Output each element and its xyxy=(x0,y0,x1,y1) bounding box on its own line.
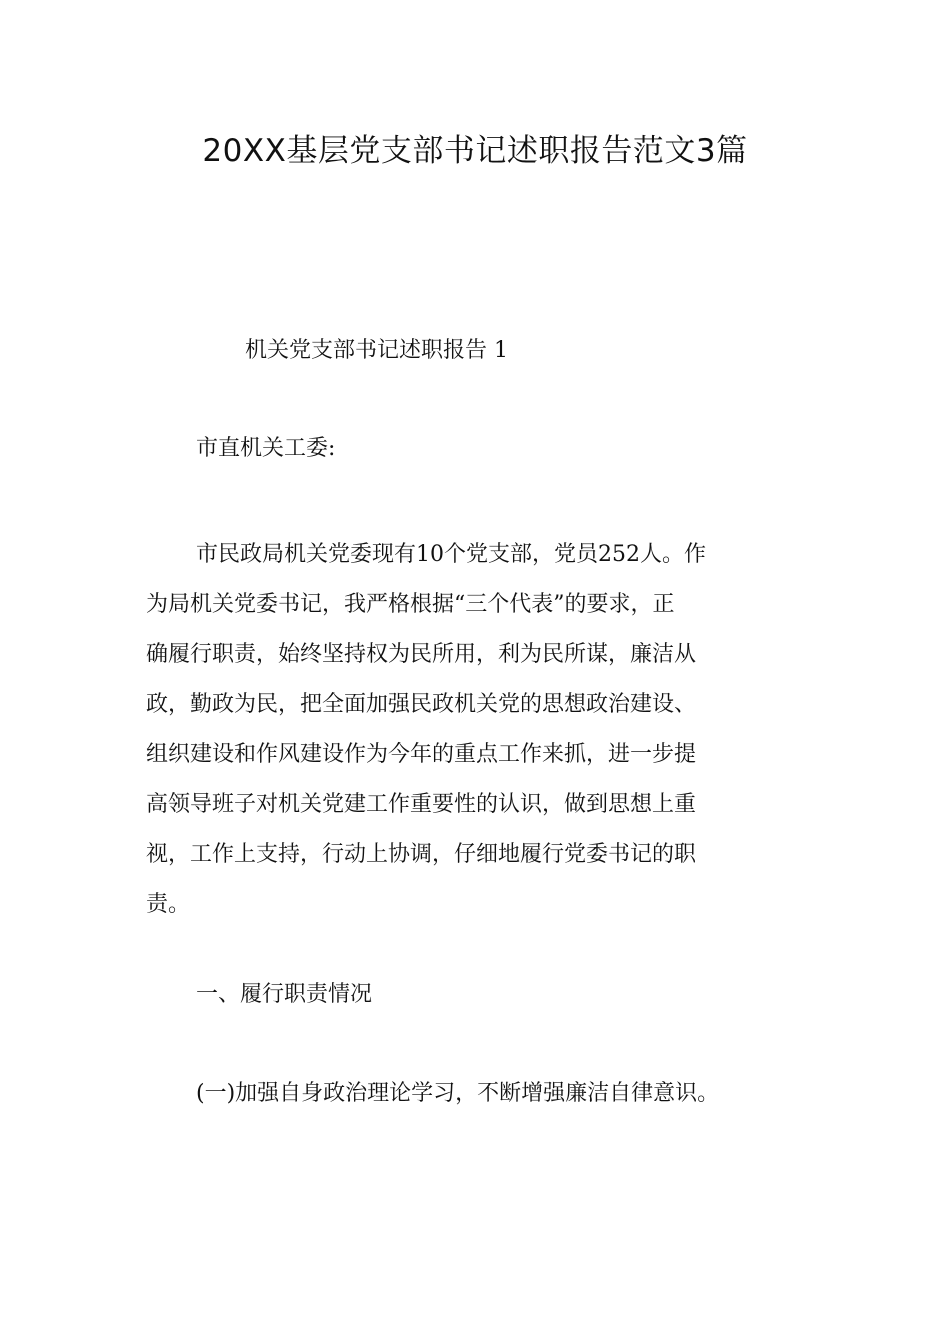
report-subtitle: 机关党支部书记述职报告 1 xyxy=(245,338,508,363)
sub-heading: (一)加强自身政治理论学习，不断增强廉洁自律意识。 xyxy=(196,1081,720,1106)
paragraph-line: 为局机关党委书记，我严格根据“三个代表”的要求，正 xyxy=(146,592,675,617)
paragraph-line: 政，勤政为民，把全面加强民政机关党的思想政治建设、 xyxy=(146,692,697,717)
paragraph-line: 市民政局机关党委现有10个党支部，党员252人。作 xyxy=(196,542,706,567)
paragraph-line: 责。 xyxy=(146,892,191,917)
paragraph-line: 组织建设和作风建设作为今年的重点工作来抓，进一步提 xyxy=(146,742,697,767)
salutation: 市直机关工委: xyxy=(196,436,336,461)
document-title: 20XX基层党支部书记述职报告范文3篇 xyxy=(202,133,748,169)
paragraph-line: 高领导班子对机关党建工作重要性的认识，做到思想上重 xyxy=(146,792,697,817)
body-paragraph xyxy=(146,530,816,930)
paragraph-line: 视，工作上支持，行动上协调，仔细地履行党委书记的职 xyxy=(146,842,697,867)
section-heading: 一、履行职责情况 xyxy=(196,982,373,1007)
paragraph-line: 确履行职责，始终坚持权为民所用，利为民所谋，廉洁从 xyxy=(146,642,697,667)
